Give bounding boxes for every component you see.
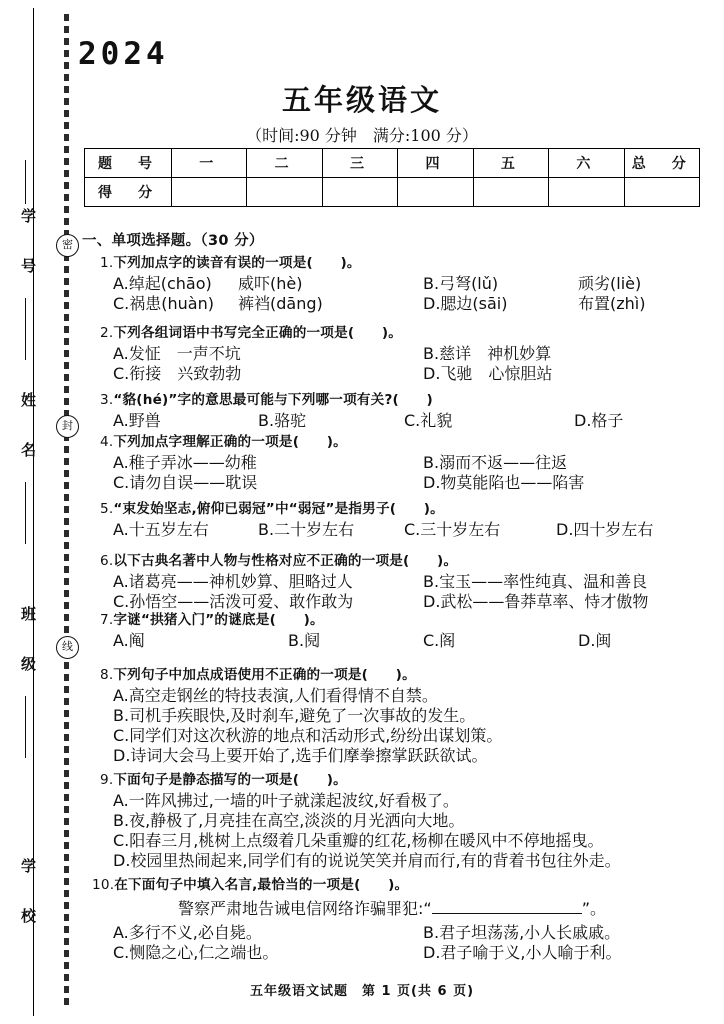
question-3-option-b[interactable]	[258, 408, 306, 431]
question-9-text: 下面句子是静态描写的一项是( )。	[113, 772, 347, 788]
opt-text: 高空走钢丝的特技表演,人们看得情不自禁。	[128, 686, 438, 705]
question-4-option-c[interactable]	[113, 470, 257, 493]
opt-text: 孙悟空——活泼可爱、敢作敢为	[129, 592, 354, 611]
question-3-option-a[interactable]	[113, 408, 161, 431]
opt-text: 同学们对这次秋游的地点和活动形式,纷纷出谋划策。	[129, 726, 503, 745]
opt-label: A.	[113, 453, 129, 472]
question-5-option-a[interactable]	[113, 517, 209, 540]
opt-text: 君子坦荡荡,小人长戚戚。	[439, 923, 621, 942]
opt-text: 慈详 神机妙算	[439, 344, 552, 363]
score-cell-4[interactable]	[398, 178, 473, 207]
question-7-number: 7.	[100, 612, 114, 628]
opt-label: D.	[578, 631, 596, 650]
score-col-5: 五	[473, 149, 548, 178]
opt-label: B.	[423, 453, 440, 472]
opt-text: 溺而不返——往返	[439, 453, 568, 472]
opt-label: B.	[423, 572, 440, 591]
question-8-number: 8.	[100, 667, 114, 683]
opt-label: C.	[113, 943, 130, 962]
margin-field-class[interactable]: 班 级	[19, 606, 37, 681]
question-10-blank-input[interactable]	[432, 902, 582, 914]
opt-text: 诸葛亮——神机妙算、胆略过人	[128, 572, 353, 591]
score-col-1: 一	[172, 149, 247, 178]
opt-text: 衔接 兴致勃勃	[129, 364, 242, 383]
opt-text: 多行不义,必自毙。	[128, 923, 262, 942]
question-5-text: “束发始坚志,俯仰已弱冠”中“弱冠”是指男子( )。	[113, 501, 444, 517]
question-5-option-d[interactable]	[556, 517, 653, 540]
opt-text: 祸患(huàn)	[129, 294, 214, 313]
question-1-option-c2	[238, 291, 323, 314]
question-10-option-c[interactable]	[113, 940, 278, 963]
opt-text: 三十岁左右	[420, 520, 501, 539]
opt-label: D.	[556, 520, 574, 539]
question-1-stem	[100, 251, 361, 271]
opt-text: 发怔 一声不坑	[128, 344, 241, 363]
page-title: 五年级语文	[281, 83, 442, 117]
opt-text: 武松——鲁莽草率、恃才傲物	[440, 592, 649, 611]
score-cell-total[interactable]	[624, 178, 699, 207]
score-col-4: 四	[398, 149, 473, 178]
question-10-option-d[interactable]	[423, 940, 622, 963]
opt-label: D.	[113, 746, 131, 765]
question-2-stem	[100, 321, 402, 341]
question-1-option-d[interactable]	[423, 291, 507, 314]
question-1-text: 下列加点字的读音有误的一项是( )。	[113, 255, 361, 271]
question-1-option-d2	[578, 291, 645, 314]
question-6-stem	[100, 549, 457, 569]
exam-duration-score: （时间:90 分钟 满分:100 分）	[246, 126, 478, 145]
opt-text: 阄	[128, 631, 145, 650]
opt-label: A.	[113, 274, 129, 293]
page-footer: 五年级语文试题 第 1 页(共 6 页)	[249, 984, 475, 999]
opt-text: 请勿自误——耽误	[129, 473, 258, 492]
question-7-stem	[100, 608, 324, 628]
margin-field-school[interactable]: 学 校	[19, 858, 37, 933]
section-heading-1: 一、单项选择题。（30 分）	[82, 233, 264, 249]
opt-label: C.	[113, 364, 130, 383]
opt-label: A.	[113, 411, 129, 430]
score-col-3: 三	[322, 149, 397, 178]
opt-text: 君子喻于义,小人喻于利。	[440, 943, 622, 962]
opt-label: D.	[423, 364, 441, 383]
margin-rule-3	[25, 482, 26, 544]
question-3-text: “貉(hé)”字的意思最可能与下列哪一项有关?( )	[113, 392, 433, 408]
question-10-stem	[92, 873, 408, 893]
margin-field-name[interactable]: 姓 名	[19, 392, 37, 467]
question-4-number: 4.	[100, 434, 114, 450]
seal-char-xian: 线	[56, 636, 79, 659]
opt-text: 恻隐之心,仁之端也。	[129, 943, 279, 962]
opt-text: 诗词大会马上要开始了,选手们摩拳擦掌跃跃欲试。	[130, 746, 488, 765]
opt-text: 弓弩(lǔ)	[439, 274, 499, 293]
question-10-number: 10.	[92, 877, 115, 893]
question-7-option-c[interactable]	[423, 628, 455, 651]
question-10-quote-prefix: 警察严肃地告诫电信网络诈骗罪犯:“	[178, 899, 432, 918]
sealing-margin	[0, 0, 73, 1024]
margin-rule-1	[25, 160, 26, 204]
opt-text: 稚子弄冰——幼稚	[128, 453, 257, 472]
exam-year: 2024	[78, 36, 169, 72]
opt-label: A.	[113, 572, 129, 591]
question-7-option-d[interactable]	[578, 628, 611, 651]
score-col-2: 二	[247, 149, 322, 178]
opt-text: 阁	[439, 631, 456, 650]
question-3-option-d[interactable]	[574, 408, 623, 431]
opt-label: A.	[113, 631, 129, 650]
question-6-text: 以下古典名著中人物与性格对应不正确的一项是( )。	[113, 553, 458, 569]
question-4-option-d[interactable]	[423, 470, 584, 493]
opt-text: 阋	[304, 631, 321, 650]
opt-label: D.	[423, 294, 441, 313]
opt-label: C.	[113, 473, 130, 492]
sealing-dashed-line	[64, 14, 69, 1010]
opt-text: 布置(zhì)	[578, 294, 646, 313]
question-2-option-c[interactable]	[113, 361, 241, 384]
opt-text: 司机手疾眼快,及时刹车,避免了一次事故的发生。	[129, 706, 476, 725]
opt-text: 飞驰 心惊胆站	[440, 364, 553, 383]
question-3-stem	[100, 388, 433, 408]
opt-text: 顽劣(liè)	[578, 274, 642, 293]
question-3-option-c[interactable]	[404, 408, 452, 431]
question-8-text: 下列句子中加点成语使用不正确的一项是( )。	[113, 667, 416, 683]
question-6-option-d[interactable]	[423, 589, 648, 612]
question-7-text: 字谜“拱猪入门”的谜底是( )。	[113, 612, 324, 628]
opt-text: 裤裆(dāng)	[238, 294, 323, 313]
opt-label: A.	[113, 686, 129, 705]
score-cell-2[interactable]	[247, 178, 322, 207]
question-8-stem	[100, 663, 416, 683]
opt-label: C.	[404, 411, 421, 430]
opt-text: 骆驼	[274, 411, 307, 430]
opt-label: A.	[113, 344, 129, 363]
question-4-text: 下列加点字理解正确的一项是( )。	[113, 434, 347, 450]
opt-label: B.	[423, 274, 440, 293]
margin-rule-4	[25, 696, 26, 758]
opt-label: D.	[423, 592, 441, 611]
opt-label: B.	[258, 411, 275, 430]
opt-text: 威吓(hè)	[238, 274, 303, 293]
opt-text: 十五岁左右	[128, 520, 209, 539]
question-9-number: 9.	[100, 772, 114, 788]
question-10-text: 在下面句子中填入名言,最恰当的一项是( )。	[114, 877, 409, 893]
opt-text: 腮边(sāi)	[440, 294, 508, 313]
question-7-option-b[interactable]	[288, 628, 320, 651]
opt-text: 礼貌	[420, 411, 453, 430]
opt-text: 格子	[591, 411, 624, 430]
question-6-number: 6.	[100, 553, 114, 569]
question-9-option-d[interactable]	[113, 848, 621, 871]
score-col-6: 六	[549, 149, 624, 178]
question-5-stem	[100, 497, 444, 517]
opt-text: 绰起(chāo)	[128, 274, 212, 293]
opt-text: 一阵风拂过,一墙的叶子就漾起波纹,好看极了。	[128, 791, 459, 810]
opt-label: D.	[423, 943, 441, 962]
opt-text: 物莫能陷也——陷害	[440, 473, 585, 492]
question-2-option-d[interactable]	[423, 361, 552, 384]
opt-text: 阳春三月,桃树上点缀着几朵重瓣的红花,杨柳在暖风中不停地摇曳。	[129, 831, 604, 850]
question-2-number: 2.	[100, 325, 114, 341]
opt-label: B.	[423, 344, 440, 363]
opt-label: A.	[113, 791, 129, 810]
opt-text: 校园里热闹起来,同学们有的说说笑笑并肩而行,有的背着书包往外走。	[130, 851, 621, 870]
question-9-stem	[100, 768, 347, 788]
question-2-text: 下列各组词语中书写完全正确的一项是( )。	[113, 325, 403, 341]
seal-char-mi: 密	[56, 234, 79, 257]
opt-label: D.	[113, 851, 131, 870]
table-row-header	[85, 149, 700, 178]
score-cell-3[interactable]	[322, 178, 397, 207]
question-5-number: 5.	[100, 501, 114, 517]
opt-label: A.	[113, 520, 129, 539]
opt-label: C.	[113, 294, 130, 313]
score-table	[84, 148, 700, 207]
opt-label: C.	[423, 631, 440, 650]
score-col-total: 总 分	[624, 149, 699, 178]
opt-label: B.	[113, 811, 130, 830]
opt-label: B.	[258, 520, 275, 539]
score-table-label-score: 得 分	[85, 178, 172, 207]
opt-label: B.	[423, 923, 440, 942]
question-10-quote-suffix: ”。	[581, 899, 606, 918]
question-5-option-b[interactable]	[258, 517, 354, 540]
score-cell-5[interactable]	[473, 178, 548, 207]
score-table-label-question-no: 题 号	[85, 149, 172, 178]
opt-label: C.	[113, 592, 130, 611]
opt-label: D.	[574, 411, 592, 430]
question-8-option-d[interactable]	[113, 743, 488, 766]
question-4-stem	[100, 430, 347, 450]
margin-field-student-id[interactable]: 学 号	[19, 208, 37, 283]
opt-label: B.	[288, 631, 305, 650]
opt-text: 闽	[595, 631, 612, 650]
question-5-option-c[interactable]	[404, 517, 500, 540]
score-cell-1[interactable]	[172, 178, 247, 207]
score-cell-6[interactable]	[549, 178, 624, 207]
question-1-option-c[interactable]	[113, 291, 214, 314]
opt-text: 宝玉——率性纯真、温和善良	[439, 572, 648, 591]
opt-label: C.	[113, 726, 130, 745]
opt-text: 夜,静极了,月亮挂在高空,淡淡的月光洒向大地。	[129, 811, 465, 830]
margin-rule-2	[25, 298, 26, 360]
question-1-number: 1.	[100, 255, 114, 271]
question-7-option-a[interactable]	[113, 628, 145, 651]
question-10-fill-sentence	[178, 896, 606, 919]
table-row-score	[85, 178, 700, 207]
opt-label: C.	[113, 831, 130, 850]
opt-label: C.	[404, 520, 421, 539]
opt-text: 二十岁左右	[274, 520, 355, 539]
seal-char-feng: 封	[56, 415, 79, 438]
opt-label: A.	[113, 923, 129, 942]
opt-text: 野兽	[128, 411, 161, 430]
opt-text: 四十岁左右	[573, 520, 654, 539]
opt-label: B.	[113, 706, 130, 725]
opt-label: D.	[423, 473, 441, 492]
question-3-number: 3.	[100, 392, 114, 408]
